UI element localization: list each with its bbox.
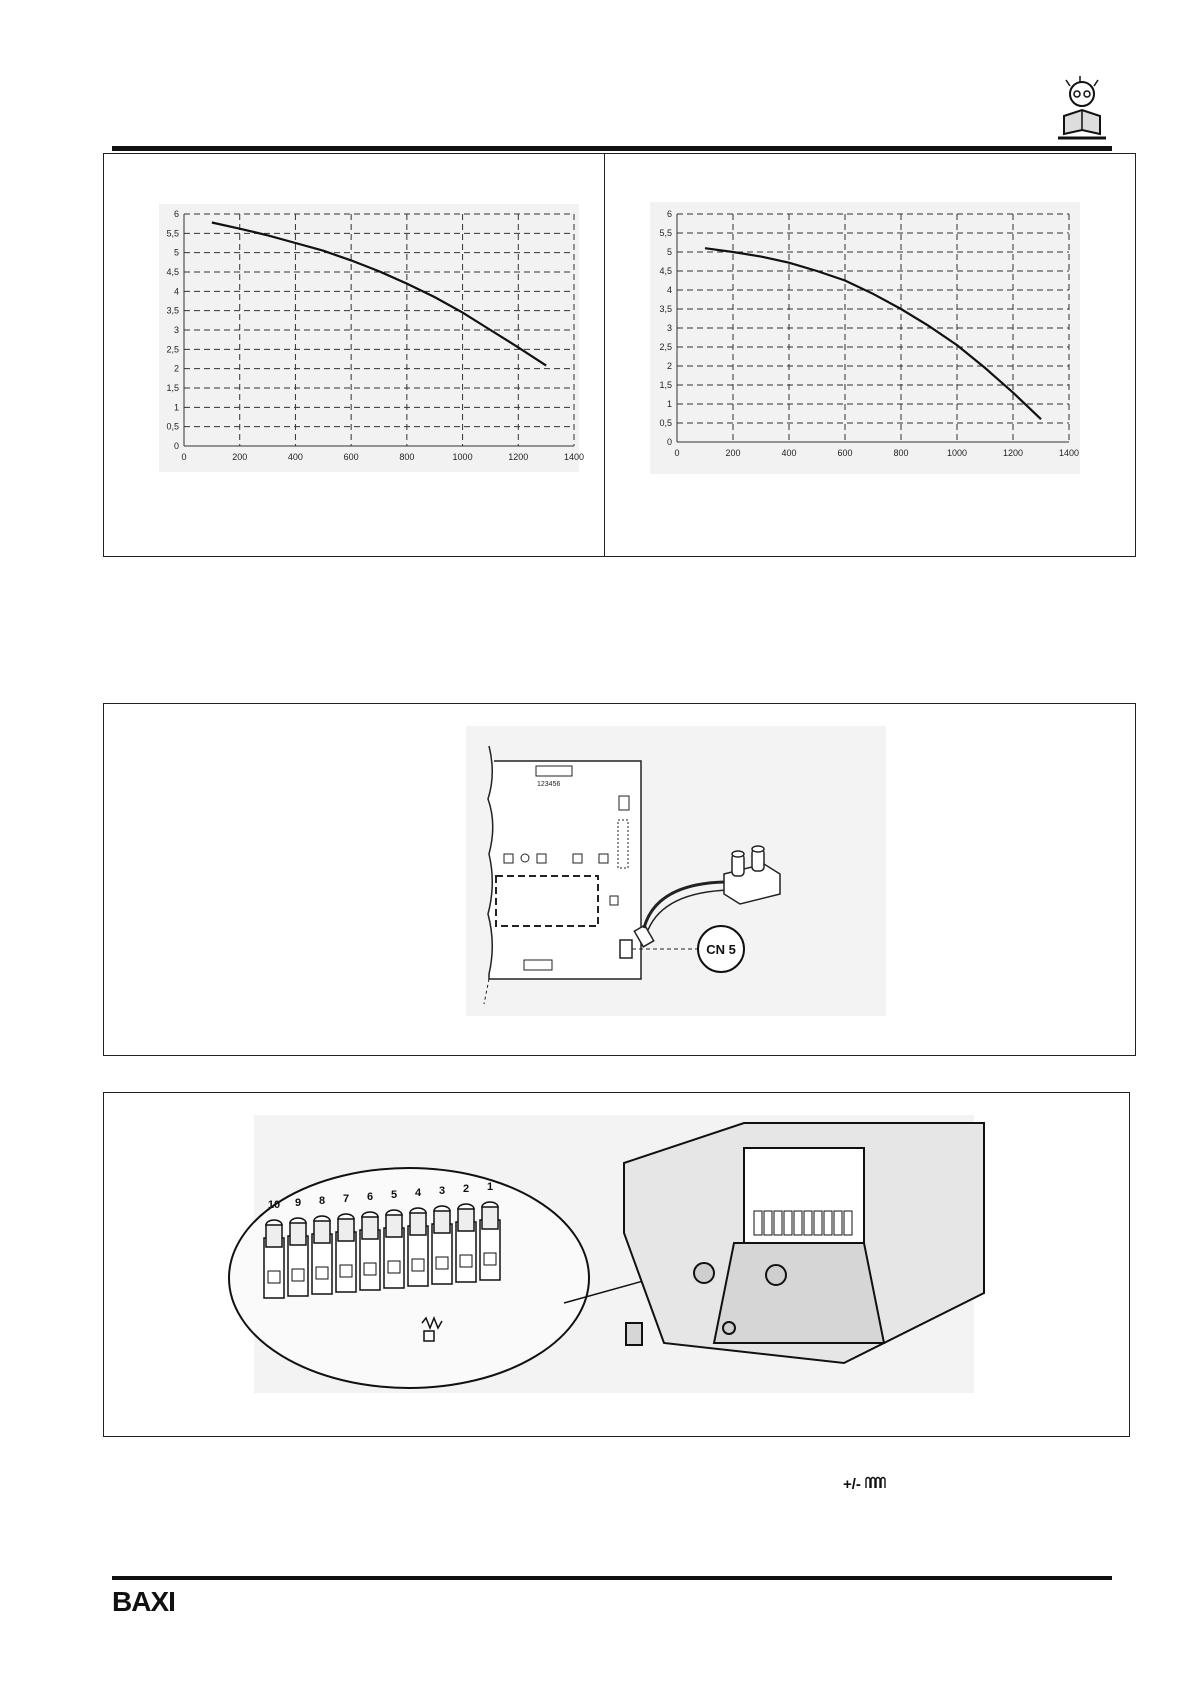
x-tick-label: 1400	[1058, 448, 1080, 458]
baxi-logo: BAXI	[112, 1586, 175, 1617]
mini-terminal	[824, 1211, 832, 1235]
y-tick-label: 0	[173, 441, 179, 451]
y-tick-label: 4,5	[166, 267, 179, 277]
x-tick-label: 1000	[946, 448, 968, 458]
mini-terminal	[754, 1211, 762, 1235]
pcb-pin-label: 123456	[537, 781, 561, 788]
y-tick-label: 5,5	[166, 228, 179, 239]
pcb-panel	[103, 703, 1136, 1056]
x-tick-label: 200	[232, 452, 248, 462]
mini-terminal	[834, 1211, 842, 1235]
y-tick-label: 5	[173, 247, 179, 258]
x-tick-label: 1200	[1002, 448, 1024, 458]
x-tick-label: 0	[181, 452, 187, 462]
y-tick-label: 6	[666, 209, 672, 219]
x-tick-label: 400	[287, 452, 303, 462]
x-tick-label: 1000	[452, 452, 473, 462]
reading-man-icon	[1050, 76, 1112, 142]
terminal-number: 6	[366, 1191, 374, 1203]
terminal-number: 10	[267, 1199, 281, 1211]
y-tick-label: 2,5	[659, 342, 672, 352]
y-tick-label: 2,5	[166, 344, 179, 355]
terminal-number: 8	[318, 1195, 326, 1207]
y-tick-label: 5,5	[659, 228, 672, 238]
terminal-number: 2	[462, 1183, 470, 1195]
terminal-number: 4	[414, 1187, 422, 1199]
y-tick-label: 2	[666, 361, 672, 371]
mini-terminal	[804, 1211, 812, 1235]
y-tick-label: 1	[173, 402, 179, 413]
y-tick-label: 3,5	[166, 305, 179, 316]
x-tick-label: 800	[893, 448, 909, 458]
cn5-label: CN 5	[706, 942, 736, 957]
x-tick-label: 800	[399, 452, 415, 462]
mini-terminal	[814, 1211, 822, 1235]
terminal-board-diagram	[104, 1093, 1129, 1436]
terminal-number: 1	[486, 1181, 494, 1193]
y-tick-label: 0,5	[166, 421, 179, 432]
y-tick-label: 2	[173, 363, 179, 374]
mini-terminal	[764, 1211, 772, 1235]
x-tick-label: 600	[343, 452, 359, 462]
mini-terminal	[784, 1211, 792, 1235]
terminal-number: 5	[390, 1189, 398, 1201]
header-rule	[112, 146, 1112, 151]
pump-curve-chart-left	[104, 154, 604, 554]
x-tick-label: 400	[781, 448, 797, 458]
y-tick-label: 0,5	[659, 418, 672, 428]
terminal-number: 3	[438, 1185, 446, 1197]
y-tick-label: 4	[666, 285, 672, 295]
terminal-number: 7	[342, 1193, 350, 1205]
y-tick-label: 3,5	[659, 304, 672, 314]
tolerance-symbol	[843, 1476, 887, 1494]
y-tick-label: 1	[666, 399, 672, 409]
terminal-number: 9	[294, 1197, 302, 1209]
plot-background	[650, 202, 1080, 474]
pcb-wiring-diagram	[104, 704, 1135, 1055]
mini-terminal	[794, 1211, 802, 1235]
x-tick-label: 1200	[508, 452, 529, 462]
plot-background	[159, 204, 579, 472]
terminal-panel	[103, 1092, 1130, 1437]
x-tick-label: 600	[837, 448, 853, 458]
footer-rule	[112, 1576, 1112, 1580]
tolerance-text: +/-	[843, 1476, 861, 1493]
x-tick-label: 0	[674, 448, 680, 458]
y-tick-label: 1,5	[659, 380, 672, 390]
mini-terminal	[774, 1211, 782, 1235]
mini-terminal	[844, 1211, 852, 1235]
y-tick-label: 6	[173, 209, 179, 219]
y-tick-label: 4,5	[659, 266, 672, 276]
y-tick-label: 5	[666, 247, 672, 257]
y-tick-label: 4	[173, 286, 179, 297]
chart-panel-right	[604, 153, 1136, 557]
pump-curve-chart-right	[605, 154, 1135, 554]
coil-icon	[865, 1476, 887, 1494]
x-tick-label: 200	[725, 448, 741, 458]
y-tick-label: 0	[666, 437, 672, 447]
y-tick-label: 3	[173, 325, 179, 335]
y-tick-label: 3	[666, 323, 672, 333]
x-tick-label: 1400	[563, 452, 585, 462]
chart-panel-left	[103, 153, 605, 557]
y-tick-label: 1,5	[166, 383, 179, 393]
